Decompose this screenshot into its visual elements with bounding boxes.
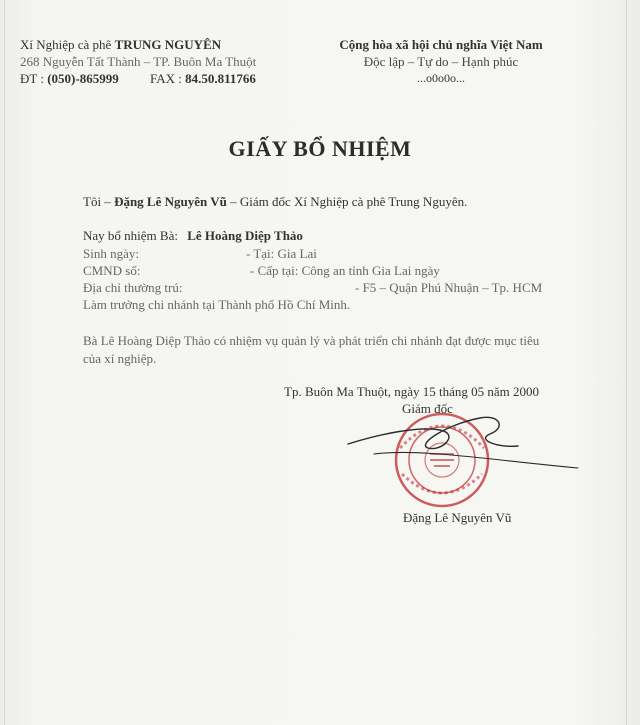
company-header [20,36,256,87]
id-issued: - Cấp tại: Công an tỉnh Gia Lai ngày [250,263,440,278]
appointment-line [83,228,303,244]
intro-line [83,194,467,210]
signer-name: Đặng Lê Nguyên Vũ [403,510,512,525]
duty-line-2: của xí nghiệp. [83,351,157,366]
director-name: Đặng Lê Nguyên Vũ [114,194,227,209]
page-edge-right [626,0,627,725]
intro-suffix: – Giám đốc Xí Nghiệp cà phê Trung Nguyên. [230,194,468,209]
intro-prefix: Tôi – [83,194,111,209]
signer-role: Giám đốc [402,401,453,416]
place-date: Tp. Buôn Ma Thuột, ngày 15 tháng 05 năm 2000 [284,384,540,399]
company-prefix: Xí Nghiệp cà phê [20,37,112,52]
company-stamp [396,414,488,506]
dob-label: Sinh ngày: [83,246,139,261]
fax-label: FAX : [149,71,182,86]
page-edge-left [4,0,5,725]
position-line: Làm trưởng chi nhánh tại Thành phố Hồ Chí Minh. [83,297,351,312]
company-contact [20,70,256,87]
address-value: - F5 – Quận Phú Nhuận – Tp. HCM [355,280,543,295]
document-title: GIẤY BỔ NHIỆM [228,136,412,161]
appointee-name: Lê Hoàng Diệp Thảo [187,228,303,243]
id-label: CMND số: [83,263,141,278]
stamp-and-signature [330,408,580,518]
dob-place: - Tại: Gia Lai [246,246,317,261]
duty-line-1: Bà Lê Hoàng Diệp Thảo có nhiệm vụ quản lý và phát triển chi nhánh đạt được mục tiêu [83,333,540,348]
national-header [310,36,572,87]
address-label: Địa chỉ thường trú: [83,280,183,295]
appointment-label: Nay bổ nhiệm Bà: [83,228,178,243]
phone-label: ĐT : [20,71,44,86]
header-ornament: ...o0o0o... [417,71,465,85]
company-name: TRUNG NGUYÊN [114,37,222,52]
fax-number: 84.50.811766 [185,71,256,86]
company-address: 268 Nguyễn Tất Thành – TP. Buôn Ma Thuột [20,54,257,69]
republic-title: Cộng hòa xã hội chủ nghĩa Việt Nam [339,37,543,52]
national-motto: Độc lập – Tự do – Hạnh phúc [363,54,519,69]
signature-stroke [348,417,578,468]
company-line [20,36,256,53]
phone-number: (050)-865999 [47,71,119,86]
